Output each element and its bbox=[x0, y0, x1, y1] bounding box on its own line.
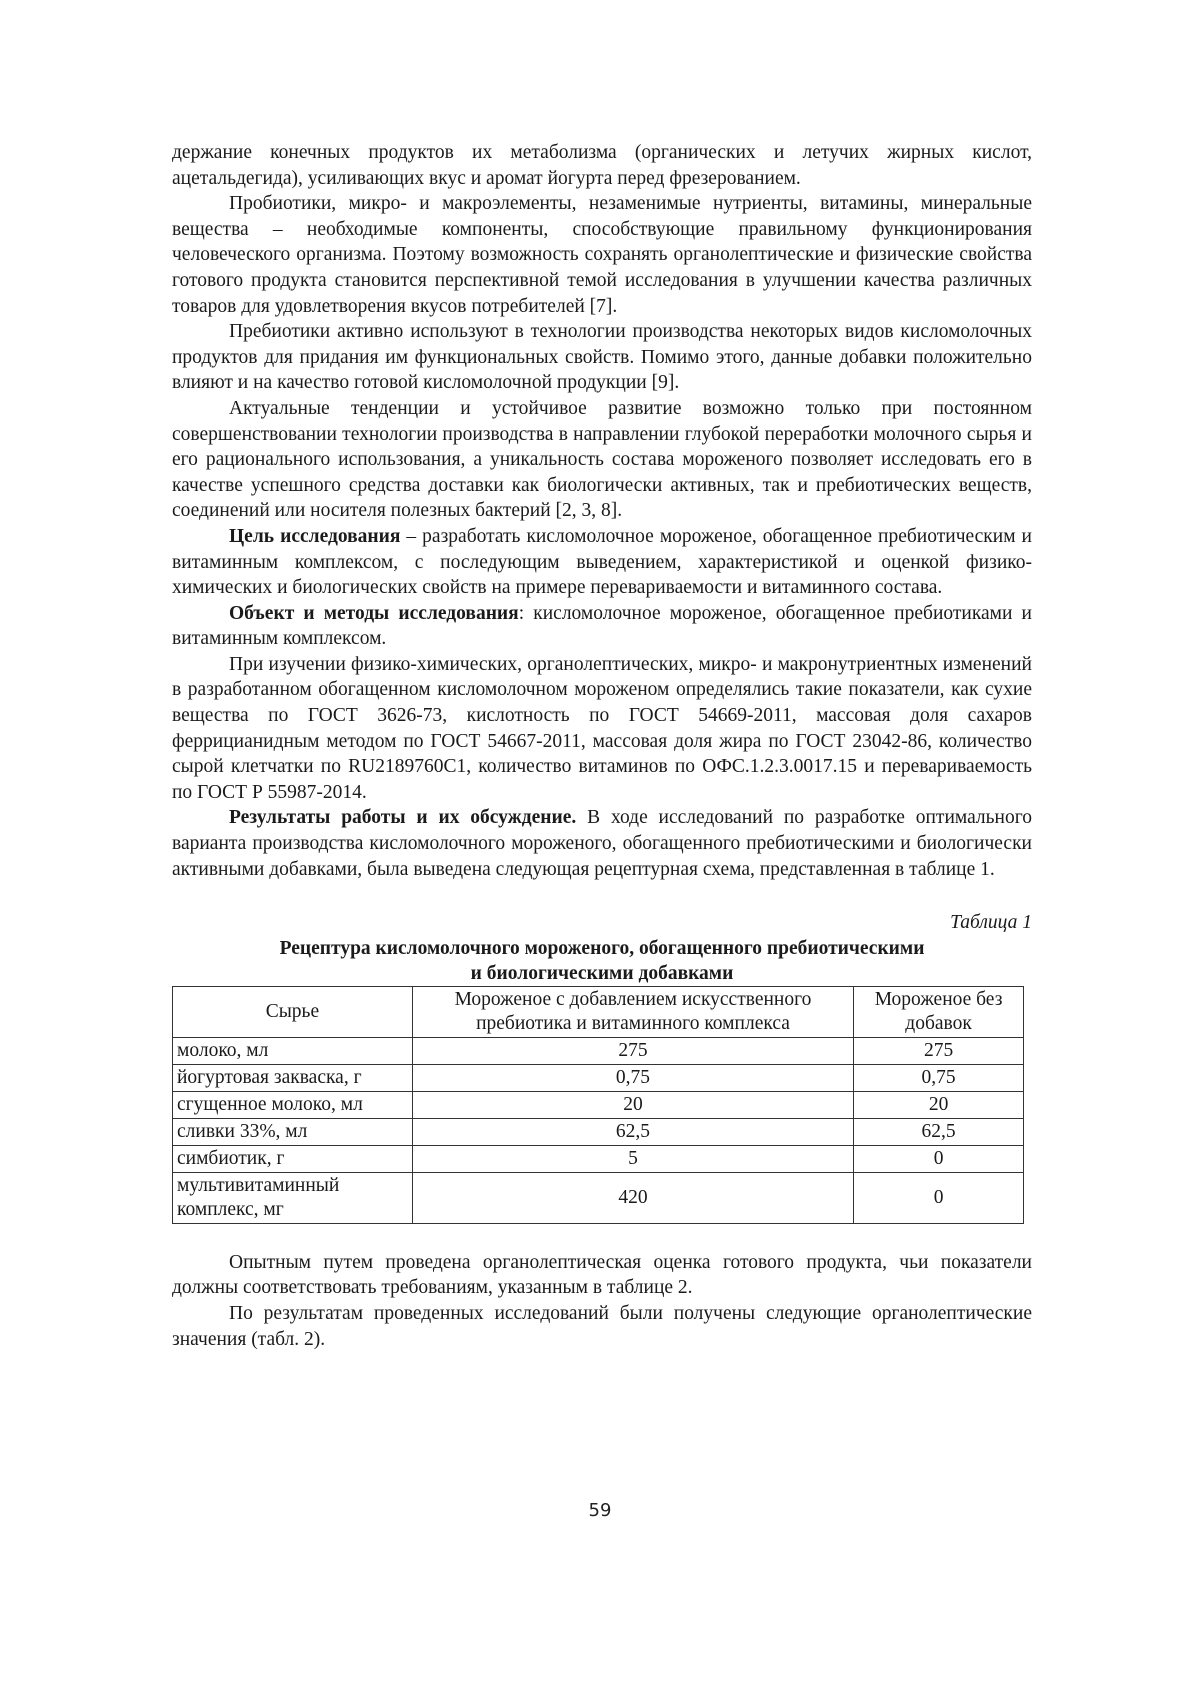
paragraph-results bbox=[172, 805, 1032, 882]
paragraph-organoleptic-assessment: Опытным путем проведена органолептическая оценка готового продукта, чьи показатели должны соответствовать требованиям, указанным в таблице 2. bbox=[172, 1251, 1032, 1299]
row-name: йогуртовая закваска, г bbox=[173, 1064, 413, 1091]
paragraph-trends: Актуальные тенденции и устойчивое развитие возможно только при постоянном совершенствовании технологии производства в направлении глубокой переработки молочного сырья и его рационального использования, а уникальность состава мороженого позволяет исследовать его в качестве успешного средства доставки как биологически активных, так и пребиотических веществ, соединений или носителя полезных бактерий [2, 3, 8]. bbox=[172, 397, 1032, 522]
paragraph-probiotics: Пробиотики, микро- и макроэлементы, незаменимые нутриенты, витамины, минеральные вещества – необходимые компоненты, способствующие правильному функционирования человеческого организма. Поэтому возможность сохранять органолептические и физические свойства готового продукта становится перспективной темой исследования в улучшении качества различных товаров для удовлетворения вкусов потребителей [7]. bbox=[172, 193, 1032, 317]
row-name: сливки 33%, мл bbox=[173, 1118, 413, 1145]
recipe-table bbox=[172, 986, 1024, 1224]
paragraph-object-methods bbox=[172, 601, 1032, 652]
paragraph-organoleptic-results: По результатам проведенных исследований были получены следующие органолептические значения (табл. 2). bbox=[172, 1303, 1032, 1350]
document-page bbox=[172, 140, 1032, 1352]
research-goal-heading: Цель исследования bbox=[229, 525, 401, 547]
row-name: сгущенное молоко, мл bbox=[173, 1091, 413, 1118]
row-value-plain: 0 bbox=[854, 1172, 1024, 1223]
header-plain-ice-cream: Мороженое без добавок bbox=[854, 986, 1024, 1037]
row-value-plain: 0,75 bbox=[854, 1064, 1024, 1091]
header-enriched-ice-cream: Мороженое с добавлением искусственного пребиотика и витаминного комплекса bbox=[412, 986, 853, 1037]
row-value-plain: 0 bbox=[854, 1145, 1024, 1172]
row-value-enriched: 5 bbox=[412, 1145, 853, 1172]
table-row bbox=[173, 1064, 1024, 1091]
table-title-line2: и биологическими добавками bbox=[470, 962, 734, 984]
row-value-enriched: 20 bbox=[412, 1091, 853, 1118]
row-value-enriched: 62,5 bbox=[412, 1118, 853, 1145]
paragraph-research-goal bbox=[172, 524, 1032, 601]
research-goal-text: – разработать кисломолочное мороженое, обогащенное пребиотическим и витаминным комплексом, с последующим выведением, характеристикой и оценкой физико-химических и биологических свойств на примере перевариваемости и витаминного состава. bbox=[172, 525, 1032, 599]
row-value-plain: 20 bbox=[854, 1091, 1024, 1118]
paragraph-continuation: держание конечных продуктов их метаболизма (органических и летучих жирных кислот, ацетальдегида), усиливающих вкус и аромат йогурта перед фрезерованием. bbox=[172, 142, 1032, 189]
paragraph-methods-details: При изучении физико-химических, органолептических, микро- и макронутриентных изменений в разработанном обогащенном кисломолочном мороженом определялись такие показатели, как сухие вещества по ГОСТ 3626-73, кислотность по ГОСТ 54669-2011, массовая доля сахаров феррицианидным методом по ГОСТ 54667-2011, массовая доля жира по ГОСТ 23042-86, количество сырой клетчатки по RU2189760C1, количество витаминов по ОФС.1.2.3.0017.15 и перевариваемость по ГОСТ Р 55987-2014. bbox=[172, 653, 1032, 803]
table-row bbox=[173, 1172, 1024, 1223]
header-raw-material: Сырье bbox=[173, 986, 413, 1037]
results-text: В ходе исследований по разработке оптимального варианта производства кисломолочного мороженого, обогащенного пребиотическими и биологически активными добавками, была выведена следующая рецептурная схема, представленная в таблице 1. bbox=[172, 807, 1032, 880]
row-value-enriched: 275 bbox=[412, 1037, 853, 1064]
table-header-row bbox=[173, 986, 1024, 1037]
table-row bbox=[173, 1091, 1024, 1118]
table-row bbox=[173, 1145, 1024, 1172]
object-methods-text: : кисломолочное мороженое, обогащенное пребиотиками и витаминным комплексом. bbox=[172, 602, 1032, 650]
table-row bbox=[173, 1037, 1024, 1064]
row-value-enriched: 0,75 bbox=[412, 1064, 853, 1091]
row-name: симбиотик, г bbox=[173, 1145, 413, 1172]
row-name: молоко, мл bbox=[173, 1037, 413, 1064]
row-value-plain: 275 bbox=[854, 1037, 1024, 1064]
row-name: мультивитаминный комплекс, мг bbox=[173, 1172, 413, 1223]
row-value-plain: 62,5 bbox=[854, 1118, 1024, 1145]
table-row bbox=[173, 1118, 1024, 1145]
object-methods-heading: Объект и методы исследования bbox=[229, 602, 519, 624]
row-value-enriched: 420 bbox=[412, 1172, 853, 1223]
table-title-line1: Рецептура кисломолочного мороженого, обогащенного пребиотическими bbox=[279, 937, 925, 959]
paragraph-prebiotics: Пребиотики активно используют в технологии производства некоторых видов кисломолочных продуктов для придания им функциональных свойств. Помимо этого, данные добавки положительно влияют и на качество готовой кисломолочной продукции [9]. bbox=[172, 321, 1032, 394]
page-number: 59 bbox=[588, 1500, 612, 1521]
table-label: Таблица 1 bbox=[950, 912, 1032, 934]
results-heading: Результаты работы и их обсуждение. bbox=[229, 807, 577, 829]
